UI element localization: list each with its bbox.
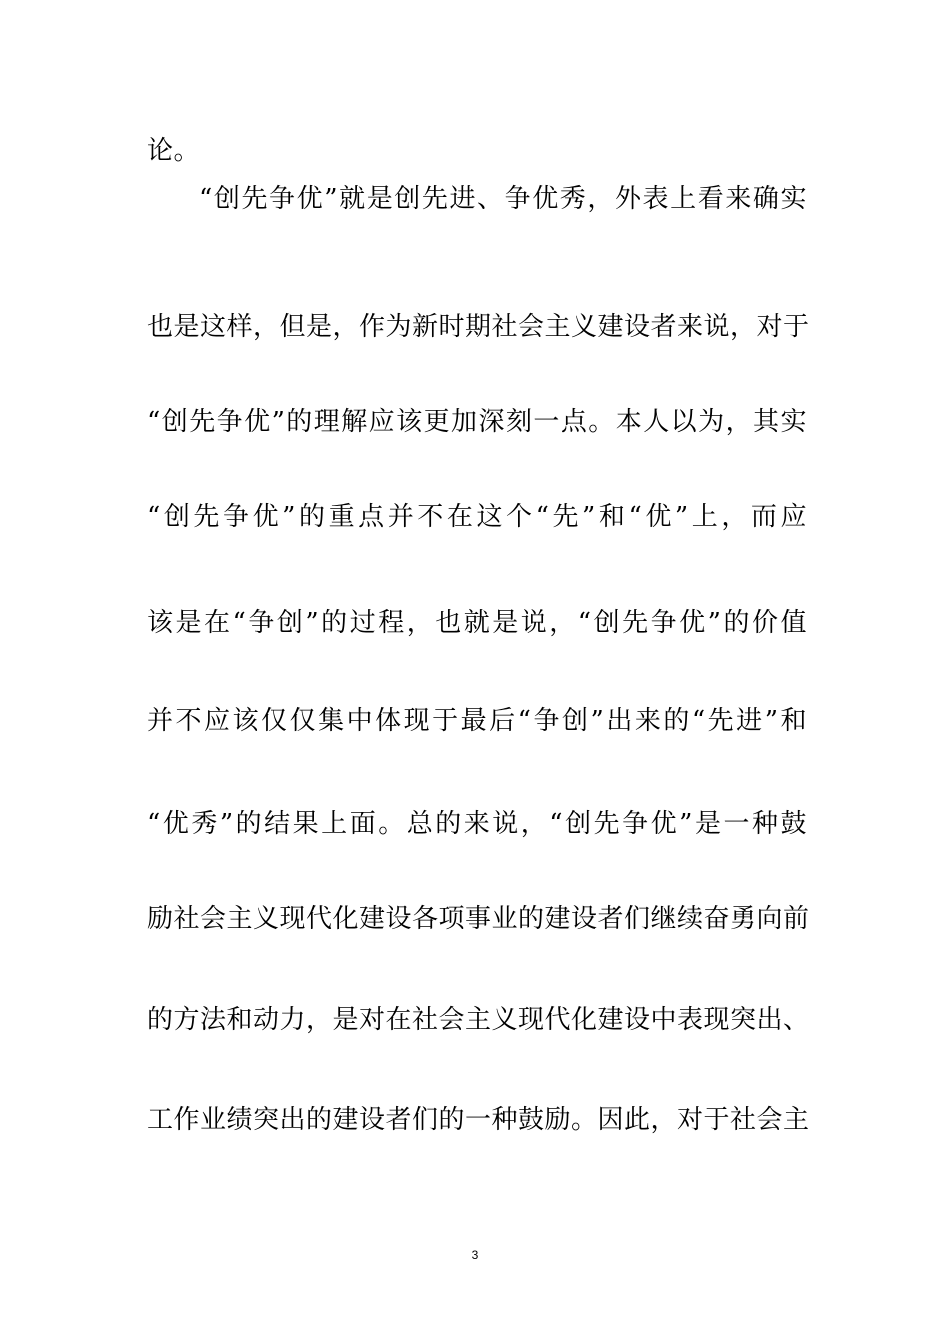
text-line-6: 该是在“争创”的过程，也就是说，“创先争优”的价值 — [147, 608, 807, 638]
text-line-9: 励社会主义现代化建设各项事业的建设者们继续奋勇向前 — [147, 904, 810, 934]
text-line-5: “创先争优”的重点并不在这个“先”和“优”上，而应 — [147, 502, 807, 532]
text-line-7: 并不应该仅仅集中体现于最后“争创”出来的“先进”和 — [147, 706, 807, 736]
text-line-3: 也是这样，但是，作为新时期社会主义建设者来说，对于 — [147, 312, 810, 342]
text-line-4: “创先争优”的理解应该更加深刻一点。本人以为，其实 — [147, 407, 807, 437]
page-number: 3 — [471, 1248, 479, 1262]
paragraph-first-line: “创先争优”就是创先进、争优秀，外表上看来确实 — [199, 184, 807, 214]
text-line-10: 的方法和动力，是对在社会主义现代化建设中表现突出、 — [147, 1005, 810, 1035]
text-line-1: 论。 — [147, 136, 201, 166]
text-line-8: “优秀”的结果上面。总的来说，“创先争优”是一种鼓 — [147, 809, 807, 839]
text-line-11: 工作业绩突出的建设者们的一种鼓励。因此，对于社会主 — [147, 1105, 810, 1135]
